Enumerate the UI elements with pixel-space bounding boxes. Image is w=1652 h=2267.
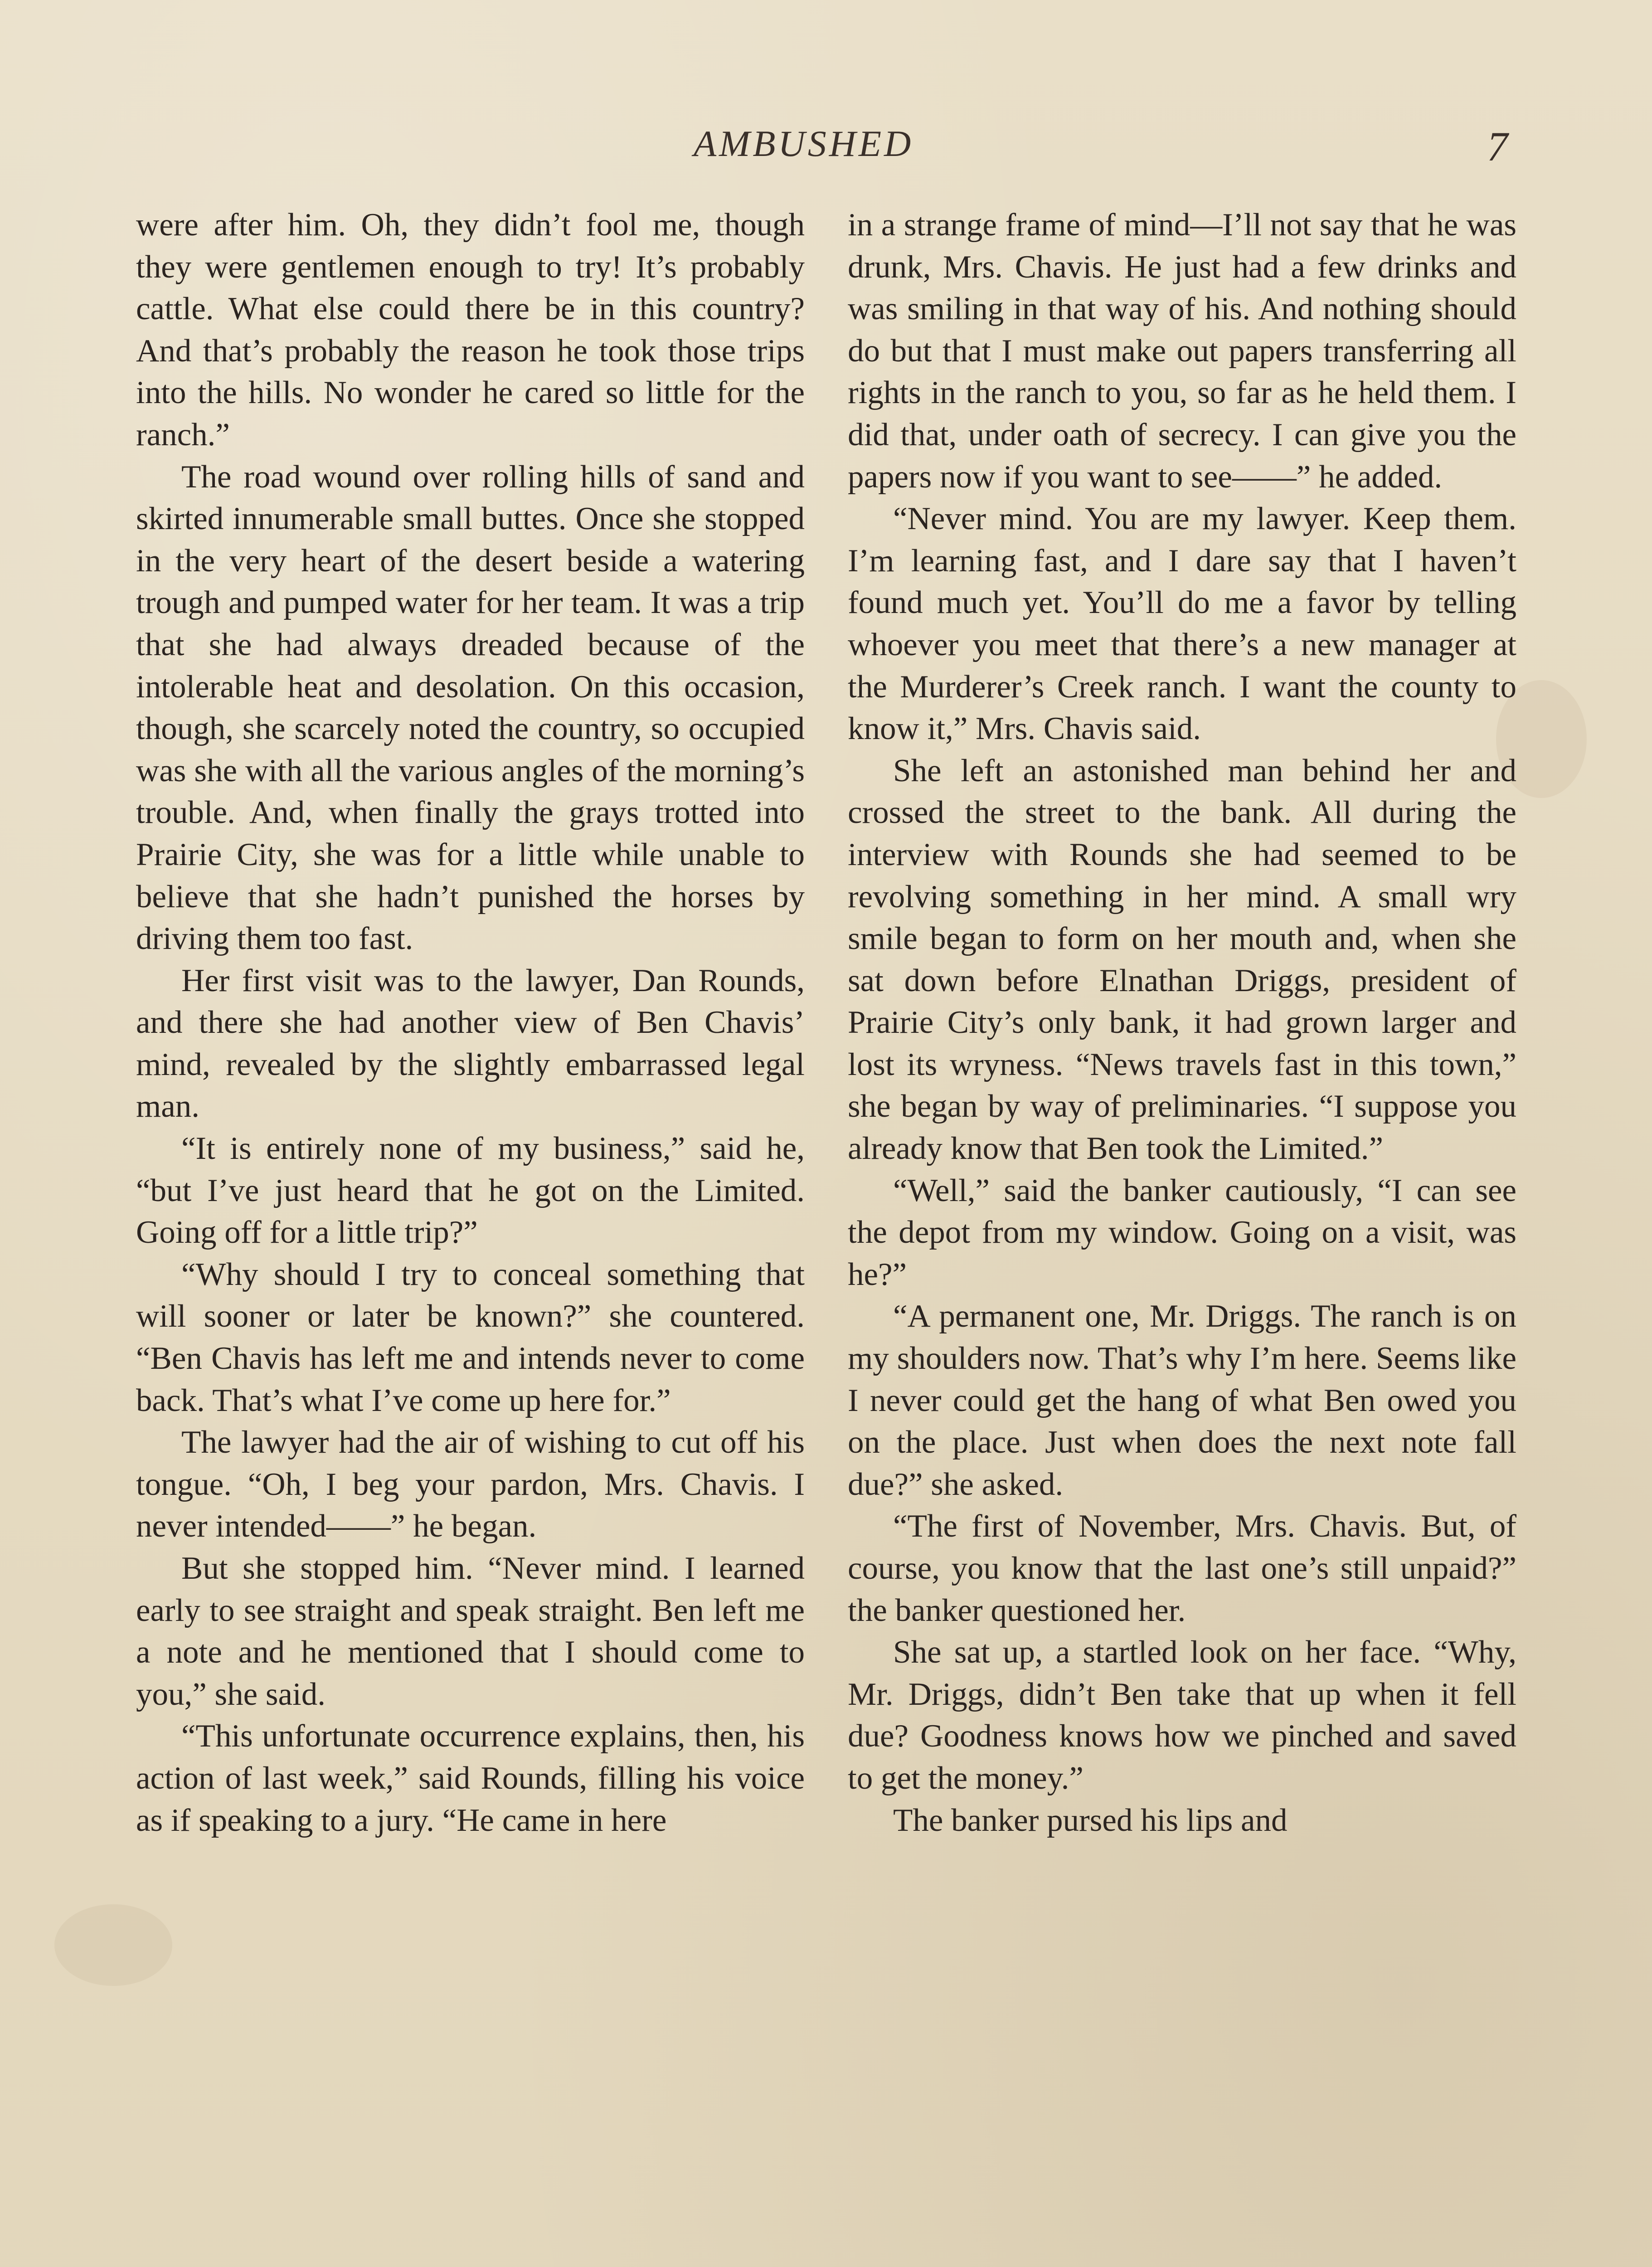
paragraph: “The first of November, Mrs. Chavis. But, of course, you know that the last one’s still unpaid?” the banker questioned her. bbox=[848, 1508, 1516, 1628]
paragraph: in a strange frame of mind—I’ll not say that he was drunk, Mrs. Chavis. He just had a few drinks and was smiling in that way of his. And nothing should do but that I must make out papers transferring all rights in the ranch to you, so far as he held them. I did that, under oath of secrecy. I can give you the papers now if you want to see——” he added. bbox=[848, 207, 1516, 495]
paragraph: were after him. Oh, they didn’t fool me, though they were gentlemen enough to try! It’s probably cattle. What else could there be in this country? And that’s probably the reason he took those trips into the hills. No wonder he cared so little for the ranch.” bbox=[136, 207, 805, 452]
left-column bbox=[136, 204, 805, 1841]
paragraph: But she stopped him. “Never mind. I learned early to see straight and speak straight. Ben left me a note and he mentioned that I should come to you,” she said. bbox=[136, 1551, 805, 1712]
running-head: AMBUSHED bbox=[694, 123, 914, 164]
paragraph: “A permanent one, Mr. Driggs. The ranch is on my shoulders now. That’s why I’m here. Seems like I never could get the hang of what Ben owed you on the place. Just when does the next note fall due?” she asked. bbox=[848, 1299, 1516, 1502]
paragraph: She left an astonished man behind her and crossed the street to the bank. All during the interview with Rounds she had seemed to be revolving something in her mind. A small wry smile began to form on her mouth and, when she sat down before Elnathan Driggs, president of Prairie City’s only bank, it had grown larger and lost its wryness. “News travels fast in this town,” she began by way of preliminaries. “I suppose you already know that Ben took the Limited.” bbox=[848, 753, 1516, 1167]
paragraph: “Never mind. You are my lawyer. Keep them. I’m learning fast, and I dare say that I haven’t found much yet. You’ll do me a favor by telling whoever you meet that there’s a new manager at the Murderer’s Creek ranch. I want the county to know it,” Mrs. Chavis said. bbox=[848, 501, 1516, 747]
paragraph: “Well,” said the banker cautiously, “I can see the depot from my window. Going on a visit, was he?” bbox=[848, 1172, 1516, 1292]
paragraph: The banker pursed his lips and bbox=[893, 1802, 1288, 1838]
paper-stain bbox=[54, 1904, 172, 1986]
page-header bbox=[0, 122, 1652, 172]
paragraph: “This unfortunate occurrence explains, then, his action of last week,” said Rounds, filling his voice as if speaking to a jury. “He came in here bbox=[136, 1718, 805, 1838]
paragraph: The road wound over rolling hills of sand and skirted innumerable small buttes. Once she stopped in the very heart of the desert beside a watering trough and pumped water for her team. It was a trip that she had always dreaded because of the intolerable heat and desolation. On this occasion, though, she scarcely noted the country, so occupied was she with all the various angles of the morning’s trouble. And, when finally the grays trotted into Prairie City, she was for a little while unable to believe that she hadn’t punished the horses by driving them too fast. bbox=[136, 459, 805, 957]
paragraph: She sat up, a startled look on her face. “Why, Mr. Driggs, didn’t Ben take that up when it fell due? Goodness knows how we pinched and saved to get the money.” bbox=[848, 1635, 1516, 1796]
paragraph: “It is entirely none of my business,” said he, “but I’ve just heard that he got on the Limited. Going off for a little trip?” bbox=[136, 1131, 805, 1250]
page-number: 7 bbox=[1487, 123, 1508, 170]
paragraph: Her first visit was to the lawyer, Dan Rounds, and there she had another view of Ben Chavis’ mind, revealed by the slightly embarrassed legal man. bbox=[136, 963, 805, 1124]
paragraph: “Why should I try to conceal something that will sooner or later be known?” she countered. “Ben Chavis has left me and intends never to come back. That’s what I’ve come up here for.” bbox=[136, 1256, 805, 1418]
right-column bbox=[848, 204, 1516, 1841]
paragraph: The lawyer had the air of wishing to cut off his tongue. “Oh, I beg your pardon, Mrs. Chavis. I never intended——” he began. bbox=[136, 1425, 805, 1544]
